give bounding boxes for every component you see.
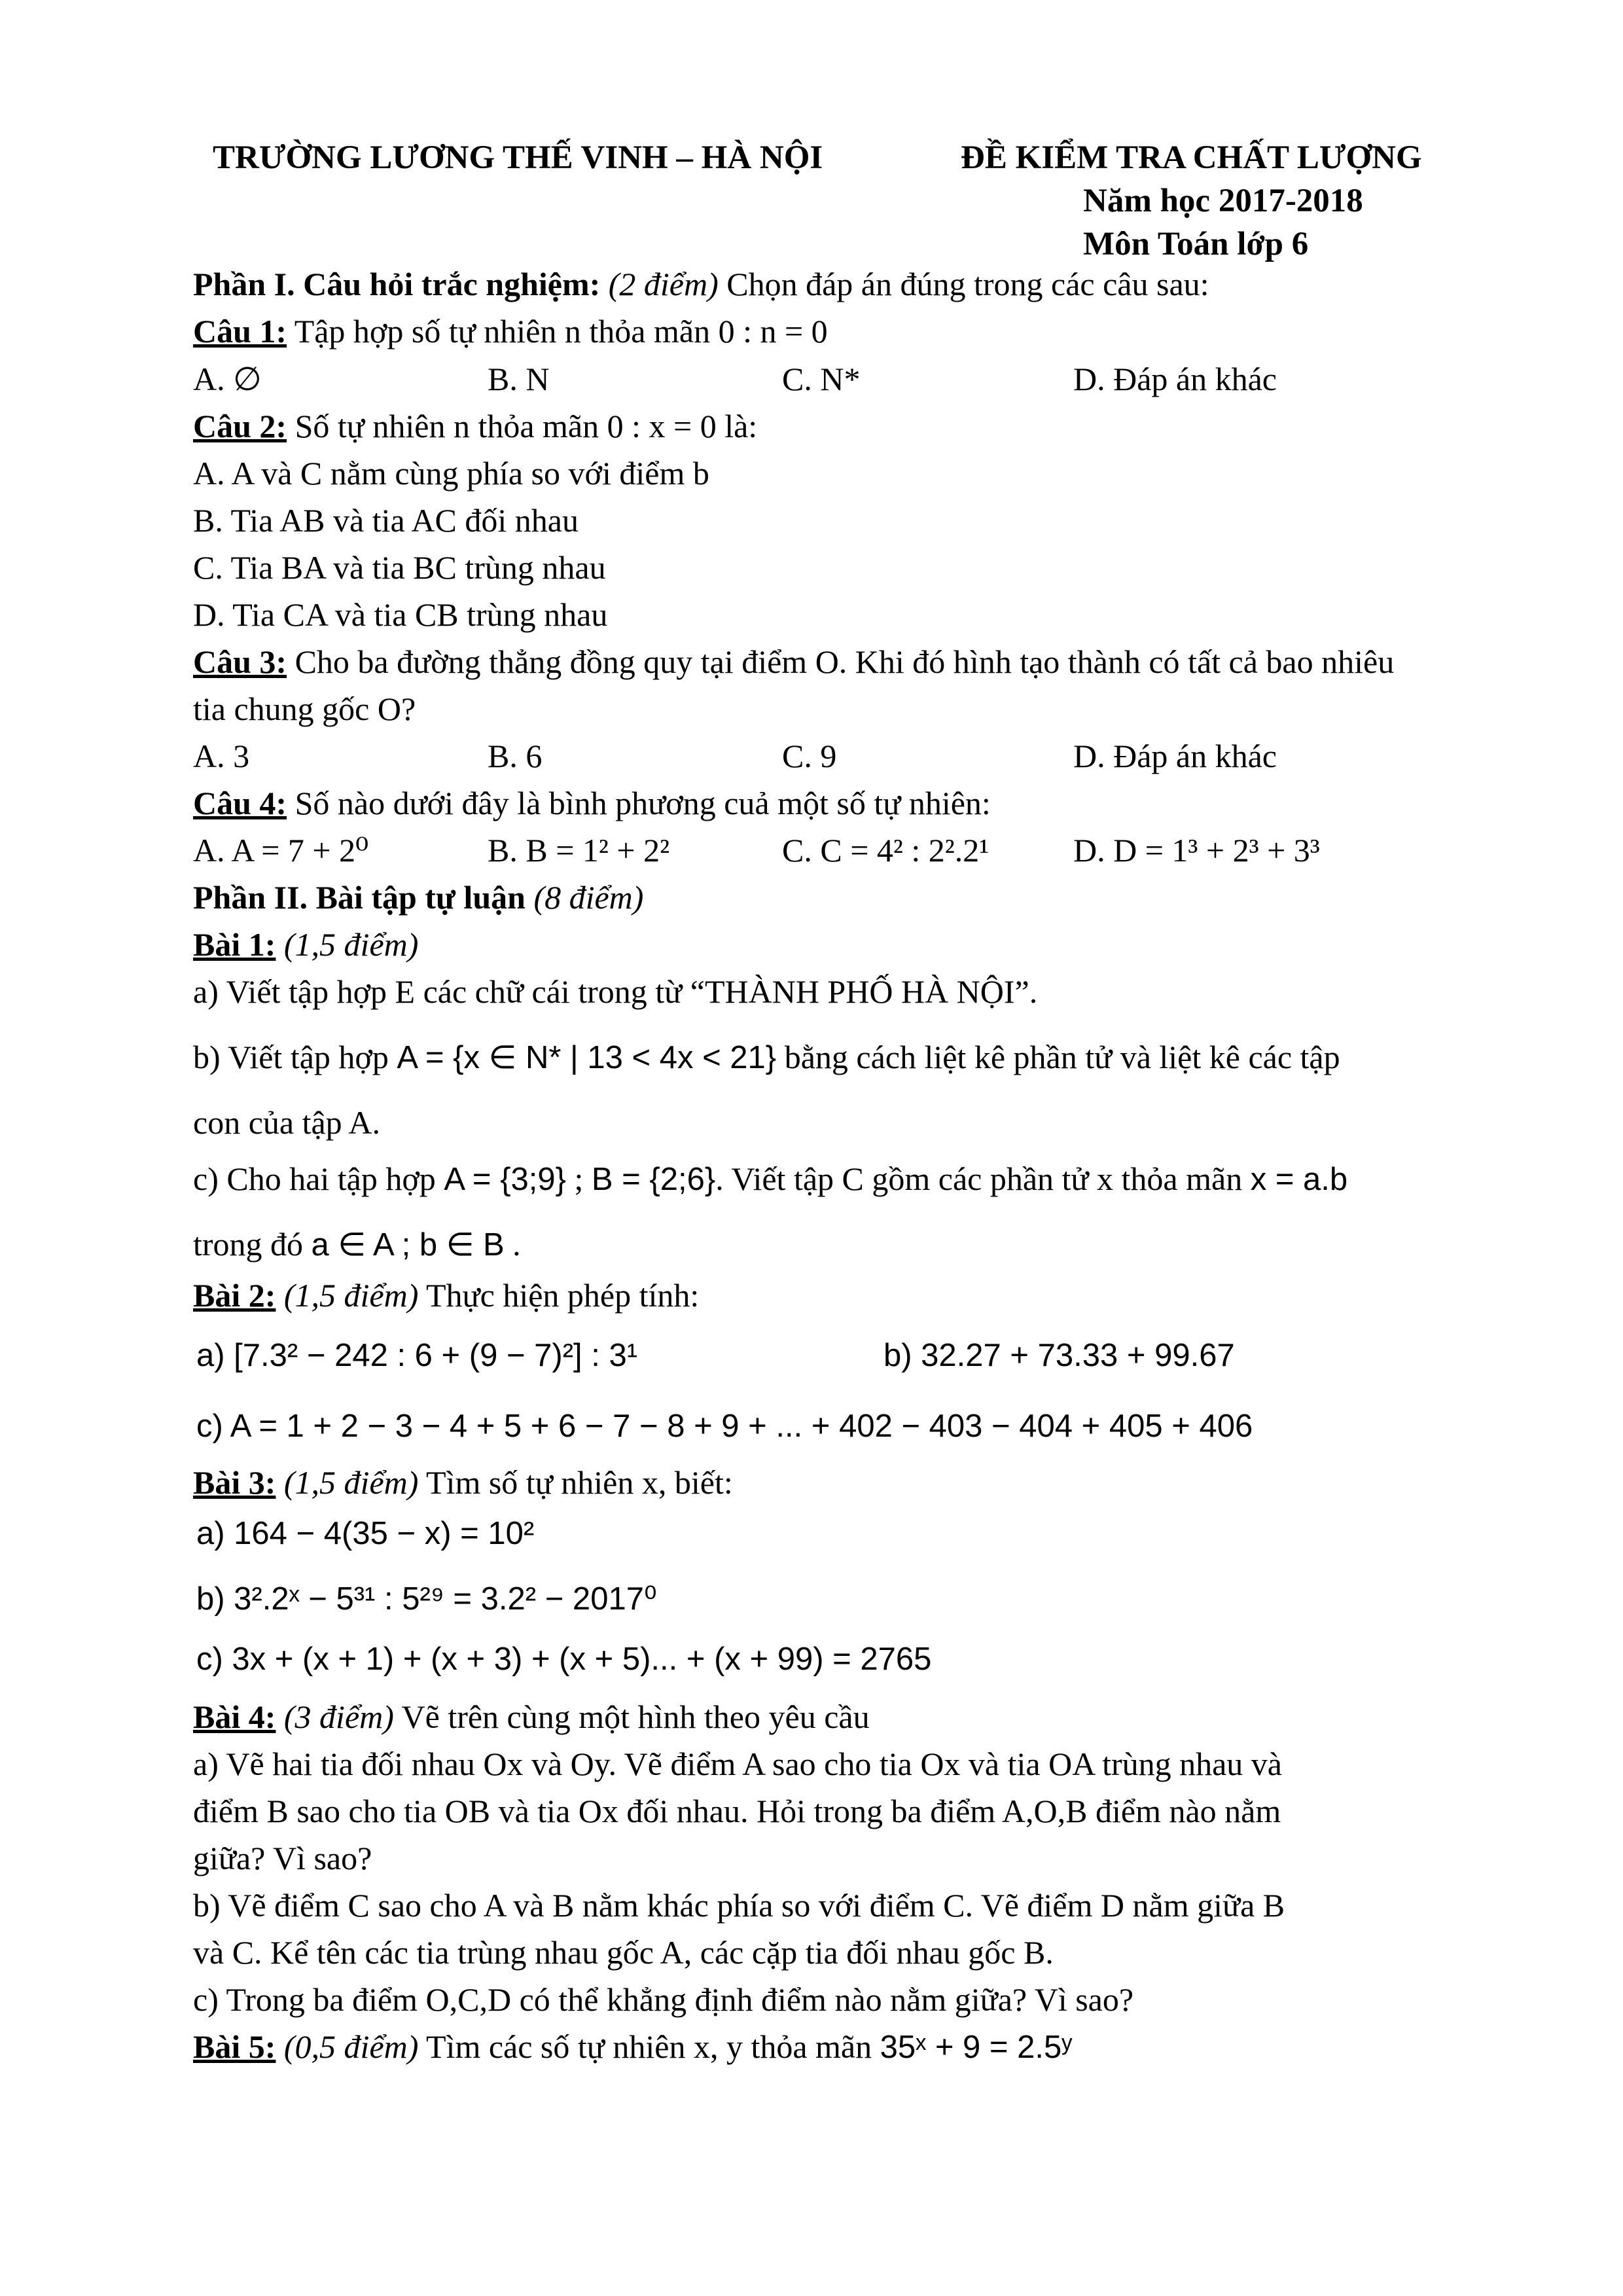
bai1-heading [193, 924, 418, 965]
bai3-c: c) 3x + (x + 1) + (x + 3) + (x + 5)... + (x + 99) = 2765 [196, 1641, 932, 1677]
part1-instruction: Chọn đáp án đúng trong các câu sau: [726, 266, 1209, 302]
bai2-a: a) [7.3² − 242 : 6 + (9 − 7)²] : 3¹ [196, 1338, 638, 1373]
bai1-b [193, 1037, 1340, 1078]
question-3-text-cont: tia chung gốc O? [193, 691, 416, 727]
bai1-c-middle: . Viết tập C gồm các phần tử x thỏa mãn [715, 1160, 1243, 1197]
question-3-label: Câu 3: [193, 643, 287, 680]
q4-option-a: A. A = 7 + 2⁰ [193, 832, 369, 869]
bai5-text: Tìm các số tự nhiên x, y thỏa mãn [426, 2028, 872, 2065]
bai2-c: c) A = 1 + 2 − 3 − 4 + 5 + 6 − 7 − 8 + 9 + ... + 402 − 403 − 404 + 405 + 406 [196, 1408, 1253, 1444]
exam-title: ĐỀ KIỂM TRA CHẤT LƯỢNG [961, 139, 1422, 176]
bai4-a-line1: a) Vẽ hai tia đối nhau Ox và Oy. Vẽ điểm A sao cho tia Ox và tia OA trùng nhau và [193, 1746, 1282, 1782]
part1-points: (2 điểm) [608, 266, 719, 302]
bai1-label: Bài 1: [193, 926, 276, 963]
bai5-label: Bài 5: [193, 2028, 276, 2065]
q2-option-d: D. Tia CA và tia CB trùng nhau [193, 596, 608, 633]
bai2-heading [193, 1275, 699, 1316]
part2-heading: Phần II. Bài tập tự luận [193, 879, 526, 916]
school-name: TRƯỜNG LƯƠNG THẾ VINH – HÀ NỘI [213, 139, 823, 176]
question-1-text: Tập hợp số tự nhiên n thỏa mãn 0 : n = 0 [294, 313, 828, 350]
bai1-points: (1,5 điểm) [283, 926, 419, 963]
subject: Môn Toán lớp 6 [1083, 226, 1309, 262]
bai4-a-line3: giữa? Vì sao? [193, 1840, 372, 1876]
q2-option-b: B. Tia AB và tia AC đối nhau [193, 502, 579, 539]
q3-option-d: D. Đáp án khác [1073, 738, 1277, 774]
part2-heading-line [193, 877, 643, 918]
bai2-points: (1,5 điểm) [283, 1277, 419, 1314]
q1-option-d: D. Đáp án khác [1073, 361, 1277, 397]
bai5-formula: 35ˣ + 9 = 2.5ʸ [880, 2030, 1072, 2065]
bai1-c-cont: trong đó a ∈ A ; b ∈ B . [193, 1226, 521, 1263]
bai3-b: b) 3².2ˣ − 5³¹ : 5²⁹ = 3.2² − 2017⁰ [196, 1581, 657, 1617]
q4-option-d: D. D = 1³ + 2³ + 3³ [1073, 832, 1320, 869]
bai3-label: Bài 3: [193, 1464, 276, 1501]
bai1-a: a) Viết tập hợp E các chữ cái trong từ “THÀNH PHỐ HÀ NỘI”. [193, 973, 1038, 1010]
q3-option-c: C. 9 [782, 738, 837, 774]
bai4-label: Bài 4: [193, 1698, 276, 1735]
question-4-text: Số nào dưới đây là bình phương cuả một số tự nhiên: [294, 785, 991, 821]
bai1-c-set-a: A = {3;9} [444, 1162, 566, 1197]
school-year: Năm học 2017-2018 [1083, 183, 1363, 219]
question-1-label: Câu 1: [193, 313, 287, 350]
q4-option-b: B. B = 1² + 2² [488, 832, 670, 869]
bai1-b-suffix: bằng cách liệt kê phần tử và liệt kê các tập [784, 1039, 1340, 1075]
bai1-b-prefix: b) Viết tập hợp [193, 1039, 389, 1075]
part2-points: (8 điểm) [533, 879, 644, 916]
bai4-c: c) Trong ba điểm O,C,D có thể khẳng định điểm nào nằm giữa? Vì sao? [193, 1981, 1134, 2018]
bai3-heading [193, 1462, 733, 1503]
bai4-text: Vẽ trên cùng một hình theo yêu cầu [401, 1698, 870, 1735]
bai1-b-cont: con của tập A. [193, 1104, 381, 1141]
bai1-c-condition: a ∈ A ; b ∈ B [311, 1227, 505, 1263]
q2-option-c: C. Tia BA và tia BC trùng nhau [193, 549, 606, 586]
question-3 [193, 641, 1394, 682]
bai1-c-cont-prefix: trong đó [193, 1226, 304, 1263]
q1-option-c: C. N* [782, 361, 861, 397]
part1-heading-line [193, 264, 1209, 304]
bai2-text: Thực hiện phép tính: [426, 1277, 700, 1314]
bai4-points: (3 điểm) [283, 1698, 394, 1735]
bai2-label: Bài 2: [193, 1277, 276, 1314]
bai1-c-prefix: c) Cho hai tập hợp [193, 1160, 436, 1197]
question-4 [193, 783, 991, 823]
bai4-heading [193, 1696, 870, 1737]
question-1 [193, 311, 828, 351]
question-2-text: Số tự nhiên n thỏa mãn 0 : x = 0 là: [294, 408, 758, 444]
question-4-label: Câu 4: [193, 785, 287, 821]
bai1-c-set-b: B = {2;6} [591, 1162, 716, 1197]
bai3-a: a) 164 − 4(35 − x) = 10² [196, 1516, 535, 1551]
question-2-label: Câu 2: [193, 408, 287, 444]
q1-option-a: A. ∅ [193, 361, 262, 397]
bai3-text: Tìm số tự nhiên x, biết: [426, 1464, 733, 1501]
bai2-b: b) 32.27 + 73.33 + 99.67 [883, 1338, 1235, 1373]
bai1-b-set: A = {x ∈ N* | 13 < 4x < 21} [397, 1040, 777, 1075]
part1-heading: Phần I. Câu hỏi trắc nghiệm: [193, 266, 601, 302]
bai4-b-line1: b) Vẽ điểm C sao cho A và B nằm khác phía so với điểm C. Vẽ điểm D nằm giữa B [193, 1887, 1285, 1924]
q4-option-c: C. C = 4² : 2².2¹ [782, 832, 990, 869]
q3-option-b: B. 6 [488, 738, 543, 774]
question-2 [193, 406, 757, 446]
q1-option-b: B. N [488, 361, 550, 397]
question-3-text: Cho ba đường thẳng đồng quy tại điểm O. Khi đó hình tạo thành có tất cả bao nhiêu [294, 643, 1395, 680]
bai5-points: (0,5 điểm) [283, 2028, 419, 2065]
bai1-c: c) Cho hai tập hợp A = {3;9} ; B = {2;6}. Viết tập C gồm các phần tử x thỏa mãn x = a.b [193, 1160, 1348, 1197]
q3-option-a: A. 3 [193, 738, 250, 774]
bai5-line [193, 2026, 1072, 2068]
bai4-a-line2: điểm B sao cho tia OB và tia Ox đối nhau. Hỏi trong ba điểm A,O,B điểm nào nằm [193, 1793, 1281, 1829]
bai3-points: (1,5 điểm) [283, 1464, 419, 1501]
bai4-b-line2: và C. Kể tên các tia trùng nhau gốc A, các cặp tia đối nhau gốc B. [193, 1934, 1054, 1971]
q2-option-a: A. A và C nằm cùng phía so với điểm b [193, 455, 709, 492]
bai1-c-formula: x = a.b [1250, 1162, 1348, 1197]
